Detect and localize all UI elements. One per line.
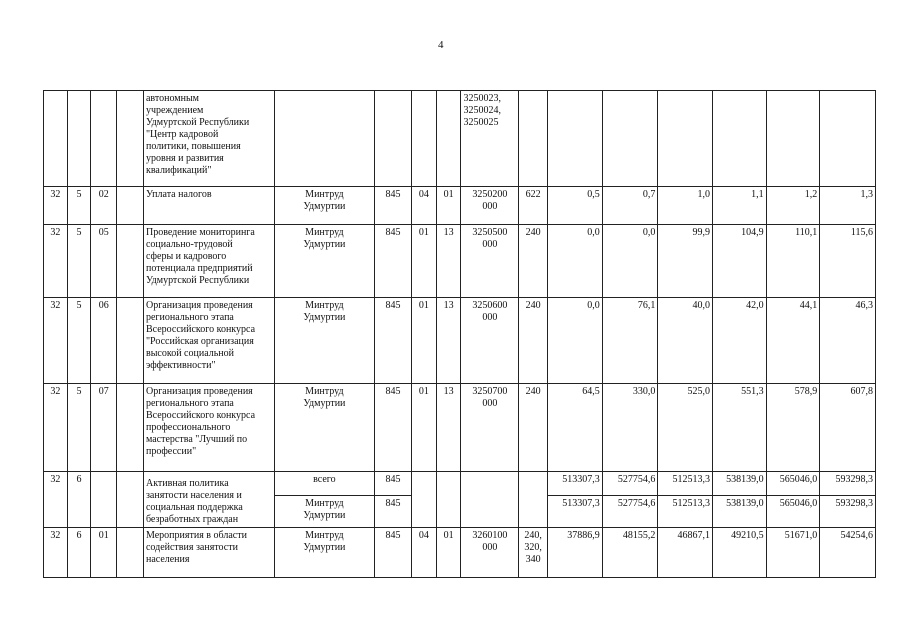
cell-pp [67, 91, 91, 187]
cell-om: 06 [91, 298, 117, 384]
cell-csr: 3260100 000 [461, 528, 519, 578]
cell-name: Организация проведения регионального этапа Всероссийского конкурса профессионального мастерства "Лучший по профессии" [143, 384, 274, 472]
cell-vr [519, 91, 548, 187]
cell-vr: 240 [519, 298, 548, 384]
cell-csr [461, 472, 519, 528]
cell-pp: 5 [67, 187, 91, 225]
cell-om: 01 [91, 528, 117, 578]
cell-csr: 3250023, 3250024, 3250025 [461, 91, 519, 187]
cell-m [117, 472, 144, 528]
cell-v4: 551,3 [713, 384, 767, 472]
cell-csr: 3250700 000 [461, 384, 519, 472]
cell-vr: 240 [519, 225, 548, 298]
table-row [44, 298, 876, 384]
cell-v3: 40,0 [658, 298, 713, 384]
cell-om: 05 [91, 225, 117, 298]
cell-pr: 01 [436, 187, 461, 225]
cell-v1: 0,0 [548, 298, 603, 384]
cell-grbs [374, 91, 411, 187]
cell-v5 [766, 91, 820, 187]
cell-v5: 578,9 [766, 384, 820, 472]
cell-pp: 5 [67, 384, 91, 472]
cell-executor: Минтруд Удмуртии [274, 528, 374, 578]
cell-v2: 527754,6 [602, 496, 658, 528]
cell-om: 07 [91, 384, 117, 472]
cell-v2: 330,0 [602, 384, 658, 472]
cell-rz: 01 [412, 225, 437, 298]
cell-name: Проведение мониторинга социально-трудовой сферы и кадрового потенциала предприятий Удмуртской Республики [143, 225, 274, 298]
cell-executor [274, 91, 374, 187]
cell-vr: 240 [519, 384, 548, 472]
table-row [44, 384, 876, 472]
cell-pp: 6 [67, 472, 91, 528]
cell-vr: 240, 320, 340 [519, 528, 548, 578]
cell-v1: 513307,3 [548, 496, 603, 528]
cell-csr: 3250200 000 [461, 187, 519, 225]
cell-m [117, 225, 144, 298]
cell-pp: 5 [67, 298, 91, 384]
cell-v4 [713, 91, 767, 187]
page-number: 4 [438, 39, 444, 51]
cell-pr: 13 [436, 298, 461, 384]
table-row [44, 528, 876, 578]
table-row [44, 91, 876, 187]
cell-v3: 512513,3 [658, 472, 713, 496]
cell-v2 [602, 91, 658, 187]
cell-pp: 5 [67, 225, 91, 298]
cell-pp: 6 [67, 528, 91, 578]
cell-v6: 115,6 [820, 225, 876, 298]
cell-executor: Минтруд Удмуртии [274, 187, 374, 225]
cell-v5: 565046,0 [766, 496, 820, 528]
cell-grbs: 845 [374, 496, 411, 528]
cell-v5: 565046,0 [766, 472, 820, 496]
cell-gp: 32 [44, 187, 68, 225]
cell-v5: 51671,0 [766, 528, 820, 578]
cell-v4: 1,1 [713, 187, 767, 225]
cell-pr: 01 [436, 528, 461, 578]
cell-grbs: 845 [374, 225, 411, 298]
cell-v5: 1,2 [766, 187, 820, 225]
cell-v4: 538139,0 [713, 472, 767, 496]
cell-name: автономным учреждением Удмуртской Республики "Центр кадровой политики, повышения уровня и развития квалификаций" [143, 91, 274, 187]
cell-v5: 44,1 [766, 298, 820, 384]
cell-v6: 593298,3 [820, 496, 876, 528]
cell-v1 [548, 91, 603, 187]
cell-v2: 0,0 [602, 225, 658, 298]
cell-grbs: 845 [374, 298, 411, 384]
cell-v6: 607,8 [820, 384, 876, 472]
cell-v5: 110,1 [766, 225, 820, 298]
cell-m [117, 187, 144, 225]
table-row [44, 187, 876, 225]
cell-name: Активная политика занятости населения и социальная поддержка безработных граждан [143, 472, 274, 528]
cell-om [91, 91, 117, 187]
cell-name: Организация проведения регионального этапа Всероссийского конкурса "Российская организация высокой социальной эффективности" [143, 298, 274, 384]
cell-om: 02 [91, 187, 117, 225]
cell-grbs: 845 [374, 528, 411, 578]
cell-grbs: 845 [374, 384, 411, 472]
cell-v3 [658, 91, 713, 187]
cell-v1: 37886,9 [548, 528, 603, 578]
cell-vr [519, 472, 548, 528]
table-row [44, 225, 876, 298]
cell-csr: 3250600 000 [461, 298, 519, 384]
cell-om [91, 472, 117, 528]
cell-name: Уплата налогов [143, 187, 274, 225]
cell-rz: 01 [412, 298, 437, 384]
cell-rz [412, 472, 437, 528]
cell-pr [436, 472, 461, 528]
cell-grbs: 845 [374, 472, 411, 496]
cell-v1: 0,5 [548, 187, 603, 225]
cell-v2: 0,7 [602, 187, 658, 225]
cell-v6: 54254,6 [820, 528, 876, 578]
cell-csr: 3250500 000 [461, 225, 519, 298]
cell-rz [412, 91, 437, 187]
cell-rz: 04 [412, 187, 437, 225]
cell-executor: Минтруд Удмуртии [274, 298, 374, 384]
cell-rz: 01 [412, 384, 437, 472]
cell-v3: 512513,3 [658, 496, 713, 528]
cell-v3: 525,0 [658, 384, 713, 472]
cell-v1: 0,0 [548, 225, 603, 298]
cell-v4: 42,0 [713, 298, 767, 384]
cell-v1: 513307,3 [548, 472, 603, 496]
cell-v6: 593298,3 [820, 472, 876, 496]
cell-v6 [820, 91, 876, 187]
cell-v4: 538139,0 [713, 496, 767, 528]
cell-v2: 48155,2 [602, 528, 658, 578]
cell-v4: 104,9 [713, 225, 767, 298]
cell-v3: 99,9 [658, 225, 713, 298]
cell-v2: 76,1 [602, 298, 658, 384]
cell-pr: 13 [436, 225, 461, 298]
cell-v6: 46,3 [820, 298, 876, 384]
cell-gp: 32 [44, 298, 68, 384]
cell-gp [44, 91, 68, 187]
cell-m [117, 298, 144, 384]
cell-executor: всего [274, 472, 374, 496]
cell-v3: 46867,1 [658, 528, 713, 578]
cell-rz: 04 [412, 528, 437, 578]
cell-gp: 32 [44, 528, 68, 578]
cell-executor: Минтруд Удмуртии [274, 496, 374, 528]
cell-pr: 13 [436, 384, 461, 472]
cell-m [117, 528, 144, 578]
cell-grbs: 845 [374, 187, 411, 225]
cell-v4: 49210,5 [713, 528, 767, 578]
cell-v6: 1,3 [820, 187, 876, 225]
cell-m [117, 384, 144, 472]
cell-executor: Минтруд Удмуртии [274, 384, 374, 472]
cell-vr: 622 [519, 187, 548, 225]
cell-m [117, 91, 144, 187]
cell-v3: 1,0 [658, 187, 713, 225]
cell-name: Мероприятия в области содействия занятости населения [143, 528, 274, 578]
cell-v2: 527754,6 [602, 472, 658, 496]
cell-executor: Минтруд Удмуртии [274, 225, 374, 298]
cell-v1: 64,5 [548, 384, 603, 472]
cell-gp: 32 [44, 384, 68, 472]
cell-gp: 32 [44, 472, 68, 528]
cell-pr [436, 91, 461, 187]
table-row [44, 472, 876, 496]
cell-gp: 32 [44, 225, 68, 298]
budget-table [43, 90, 876, 578]
